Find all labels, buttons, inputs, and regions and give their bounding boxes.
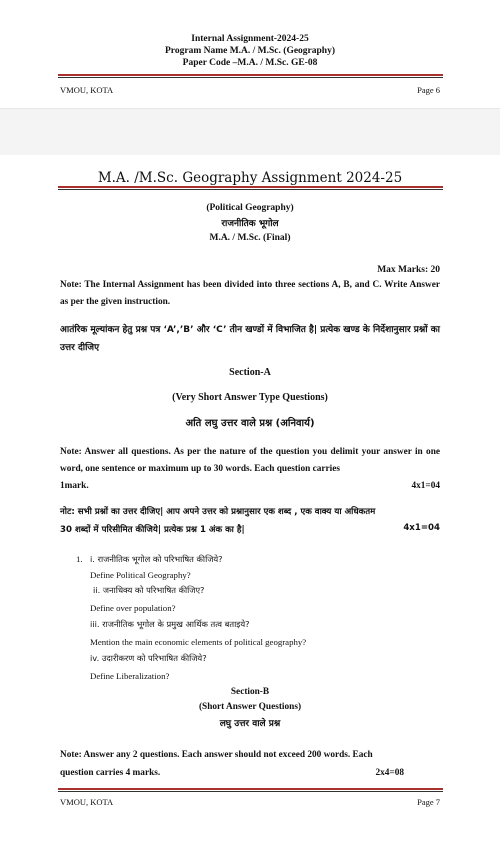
question-4-en: Define Liberalization?: [90, 671, 170, 681]
subject-hi: राजनीतिक भूगोल: [221, 219, 279, 229]
footer-rule-thin: [58, 791, 443, 792]
note-last-text: 1mark.: [60, 481, 89, 491]
footer-rule: [58, 788, 443, 790]
section-a-note-en: Note: Answer all questions. As per the nature of the question you delimit your answer in one word, one sentence or maximum up to 30 words. Each question carries: [60, 447, 440, 474]
section-b-note-en-last-line: [60, 768, 440, 778]
note-hi-last-text: 30 शब्दों में परिसीमित कीजिये| प्रत्येक प्रश्न 1 अंक का है|: [60, 525, 245, 535]
page-footer: [60, 85, 440, 95]
footer-right: Page 6: [417, 85, 440, 95]
subject-en: (Political Geography): [206, 203, 294, 213]
section-a-title: Section-A: [229, 367, 271, 378]
previous-page: [0, 0, 500, 108]
header-rule-thin: [58, 77, 443, 78]
assignment-page: [0, 155, 500, 850]
note-hi: आतंरिक मूल्यांकन हेतु प्रश्न पत्र ‘A’,’B’ और ‘C’ तीन खण्डों में विभाजित है| प्रत्येक खण्ड के निर्देशानुसार प्रश्नों का उत्तर दीजिए: [60, 325, 440, 353]
question-3-hi: iii. राजनीतिक भूगोल के प्रमुख आर्थिक तत्व बताइये?: [90, 619, 250, 629]
section-a-note-en-last-line: [60, 481, 440, 491]
max-marks: Max Marks: 20: [377, 265, 440, 275]
header-line-1: Internal Assignment-2024-25: [191, 34, 309, 44]
header-line-2: Program Name M.A. / M.Sc. (Geography): [165, 46, 335, 56]
title-rule: [58, 186, 443, 188]
question-4-hi: iv. उदारीकरण को परिभाषित कीजिये?: [90, 653, 207, 663]
header-rule: [58, 74, 443, 76]
section-b-note-en: Note: Answer any 2 questions. Each answer should not exceed 200 words. Each: [60, 750, 373, 760]
question-1-en: Define Political Geography?: [90, 570, 191, 580]
section-a-marks-hi: 4x1=04: [403, 523, 440, 533]
section-a-subtitle-en: (Very Short Answer Type Questions): [172, 392, 328, 403]
question-2-en: Define over population?: [90, 603, 176, 613]
header-line-3: Paper Code –M.A. / M.Sc. GE-08: [182, 58, 318, 68]
page-title: M.A. /M.Sc. Geography Assignment 2024-25: [97, 170, 403, 186]
section-a-subtitle-hi: अति लघु उत्तर वाले प्रश्न (अनिवार्य): [185, 418, 315, 429]
section-b-subtitle-hi: लघु उत्तर वाले प्रश्न: [219, 719, 281, 729]
section-a-note-hi: नोट: सभी प्रश्नों का उत्तर दीजिए| आप अपने उत्तर को प्रश्नानुसार एक शब्द , एक वाक्य या अधिकतम: [60, 507, 376, 517]
note-en: Note: The Internal Assignment has been divided into three sections A, B, and C. Write Answer as per the given instruction.: [60, 280, 440, 307]
section-b-subtitle-en: (Short Answer Questions): [198, 702, 302, 712]
question-3-en: Mention the main economic elements of political geography?: [90, 637, 307, 647]
page-gap: [0, 108, 500, 156]
footer-left-main: VMOU, KOTA: [60, 797, 114, 807]
title-rule-thin: [58, 189, 443, 190]
section-b-title: Section-B: [230, 687, 270, 697]
course-name: M.A. / M.Sc. (Final): [209, 233, 291, 243]
question-1-hi: i. राजनीतिक भूगोल को परिभाषित कीजिये?: [90, 554, 223, 564]
page-footer-main: [60, 797, 440, 807]
question-2-hi: ii. जनाधिक्य को परिभाषित कीजिए?: [93, 585, 205, 595]
section-b-marks: 2x4=08: [375, 768, 404, 778]
section-b-note-last-text: question carries 4 marks.: [60, 768, 161, 778]
footer-left: VMOU, KOTA: [60, 85, 114, 95]
section-a-note-hi-last-line: [60, 523, 440, 535]
question-number: 1.: [76, 554, 83, 564]
section-a-marks: 4x1=04: [411, 481, 440, 491]
footer-right-main: Page 7: [417, 797, 440, 807]
